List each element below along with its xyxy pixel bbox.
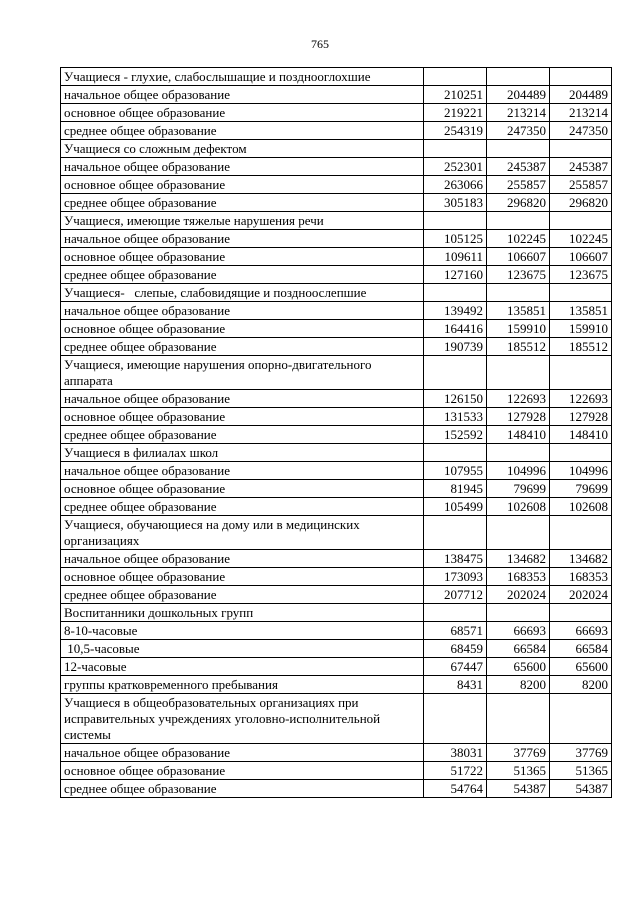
table-row <box>61 426 612 444</box>
value-cell-3: 106607 <box>550 248 612 266</box>
value-cell-3: 213214 <box>550 104 612 122</box>
value-cell-1: 127160 <box>424 266 487 284</box>
value-cell-3: 102245 <box>550 230 612 248</box>
value-cell-2: 122693 <box>487 390 550 408</box>
table-row <box>61 338 612 356</box>
value-cell-2: 245387 <box>487 158 550 176</box>
value-cell-1: 105499 <box>424 498 487 516</box>
value-cell-2 <box>487 444 550 462</box>
value-cell-1 <box>424 284 487 302</box>
table-row <box>61 658 612 676</box>
table-row <box>61 266 612 284</box>
table-row <box>61 586 612 604</box>
value-cell-2: 213214 <box>487 104 550 122</box>
value-cell-1: 173093 <box>424 568 487 586</box>
value-cell-1 <box>424 68 487 86</box>
value-cell-1: 139492 <box>424 302 487 320</box>
group-heading-cell: Учащиеся со сложным дефектом <box>61 140 424 158</box>
value-cell-3: 185512 <box>550 338 612 356</box>
value-cell-1: 219221 <box>424 104 487 122</box>
group-heading-cell: Учащиеся - глухие, слабослышащие и позднооглохшие <box>61 68 424 86</box>
value-cell-2 <box>487 284 550 302</box>
value-cell-2: 66584 <box>487 640 550 658</box>
table-row <box>61 462 612 480</box>
row-label-cell: начальное общее образование <box>61 462 424 480</box>
page-number: 765 <box>311 37 329 51</box>
value-cell-3: 122693 <box>550 390 612 408</box>
group-heading-cell: Учащиеся- слепые, слабовидящие и поздноослепшие <box>61 284 424 302</box>
row-label-cell: начальное общее образование <box>61 744 424 762</box>
table-group-row <box>61 516 612 550</box>
group-heading-cell: Учащиеся, обучающиеся на дому или в медицинских организациях <box>61 516 424 550</box>
value-cell-1 <box>424 694 487 744</box>
value-cell-1: 67447 <box>424 658 487 676</box>
value-cell-3 <box>550 212 612 230</box>
value-cell-1: 8431 <box>424 676 487 694</box>
row-label-cell: начальное общее образование <box>61 230 424 248</box>
table-group-row <box>61 604 612 622</box>
value-cell-2: 255857 <box>487 176 550 194</box>
value-cell-2: 204489 <box>487 86 550 104</box>
table-row <box>61 122 612 140</box>
group-heading-cell: Воспитанники дошкольных групп <box>61 604 424 622</box>
row-label-cell: основное общее образование <box>61 104 424 122</box>
value-cell-2: 134682 <box>487 550 550 568</box>
value-cell-3: 66693 <box>550 622 612 640</box>
table-row <box>61 408 612 426</box>
table-row <box>61 86 612 104</box>
value-cell-3: 37769 <box>550 744 612 762</box>
row-label-cell: среднее общее образование <box>61 338 424 356</box>
row-label-cell: среднее общее образование <box>61 266 424 284</box>
value-cell-2: 185512 <box>487 338 550 356</box>
value-cell-2 <box>487 516 550 550</box>
table-group-row <box>61 140 612 158</box>
value-cell-1: 190739 <box>424 338 487 356</box>
value-cell-2: 148410 <box>487 426 550 444</box>
table-group-row <box>61 284 612 302</box>
value-cell-2: 102245 <box>487 230 550 248</box>
value-cell-3: 245387 <box>550 158 612 176</box>
value-cell-2: 168353 <box>487 568 550 586</box>
row-label-cell: основное общее образование <box>61 176 424 194</box>
value-cell-3: 247350 <box>550 122 612 140</box>
table-group-row <box>61 68 612 86</box>
table-row <box>61 176 612 194</box>
value-cell-2: 102608 <box>487 498 550 516</box>
table-row <box>61 550 612 568</box>
row-label-cell: начальное общее образование <box>61 158 424 176</box>
table-row <box>61 622 612 640</box>
value-cell-2: 51365 <box>487 762 550 780</box>
row-label-cell: среднее общее образование <box>61 122 424 140</box>
group-heading-cell: Учащиеся в общеобразовательных организациях при исправительных учреждениях уголовно-исполнительной системы <box>61 694 424 744</box>
value-cell-2 <box>487 604 550 622</box>
table-body <box>61 68 612 798</box>
value-cell-3: 135851 <box>550 302 612 320</box>
table-row <box>61 158 612 176</box>
value-cell-1: 305183 <box>424 194 487 212</box>
group-heading-cell: Учащиеся в филиалах школ <box>61 444 424 462</box>
table-row <box>61 480 612 498</box>
value-cell-3 <box>550 516 612 550</box>
row-label-cell: среднее общее образование <box>61 586 424 604</box>
value-cell-1: 252301 <box>424 158 487 176</box>
table-group-row <box>61 694 612 744</box>
value-cell-1: 38031 <box>424 744 487 762</box>
row-label-cell: основное общее образование <box>61 568 424 586</box>
value-cell-2: 66693 <box>487 622 550 640</box>
group-heading-cell: Учащиеся, имеющие нарушения опорно-двигательного аппарата <box>61 356 424 390</box>
table-row <box>61 248 612 266</box>
value-cell-3 <box>550 140 612 158</box>
value-cell-3: 104996 <box>550 462 612 480</box>
table-group-row <box>61 444 612 462</box>
table-row <box>61 568 612 586</box>
value-cell-1: 164416 <box>424 320 487 338</box>
group-heading-cell: Учащиеся, имеющие тяжелые нарушения речи <box>61 212 424 230</box>
table-row <box>61 744 612 762</box>
value-cell-3: 296820 <box>550 194 612 212</box>
value-cell-2: 106607 <box>487 248 550 266</box>
row-label-cell: среднее общее образование <box>61 780 424 798</box>
table-row <box>61 320 612 338</box>
value-cell-3 <box>550 444 612 462</box>
value-cell-1: 131533 <box>424 408 487 426</box>
value-cell-1: 105125 <box>424 230 487 248</box>
value-cell-2 <box>487 356 550 390</box>
value-cell-3: 159910 <box>550 320 612 338</box>
value-cell-1: 81945 <box>424 480 487 498</box>
value-cell-2: 127928 <box>487 408 550 426</box>
row-label-cell: 10,5-часовые <box>61 640 424 658</box>
value-cell-1 <box>424 356 487 390</box>
value-cell-3: 168353 <box>550 568 612 586</box>
value-cell-1: 126150 <box>424 390 487 408</box>
value-cell-3 <box>550 68 612 86</box>
value-cell-3: 102608 <box>550 498 612 516</box>
value-cell-2: 65600 <box>487 658 550 676</box>
value-cell-1: 263066 <box>424 176 487 194</box>
row-label-cell: группы кратковременного пребывания <box>61 676 424 694</box>
value-cell-3: 255857 <box>550 176 612 194</box>
table-row <box>61 676 612 694</box>
value-cell-3: 134682 <box>550 550 612 568</box>
value-cell-3: 148410 <box>550 426 612 444</box>
value-cell-1: 210251 <box>424 86 487 104</box>
value-cell-2: 79699 <box>487 480 550 498</box>
value-cell-2: 202024 <box>487 586 550 604</box>
value-cell-3 <box>550 284 612 302</box>
row-label-cell: основное общее образование <box>61 320 424 338</box>
value-cell-3: 54387 <box>550 780 612 798</box>
row-label-cell: начальное общее образование <box>61 390 424 408</box>
value-cell-3 <box>550 356 612 390</box>
value-cell-2: 123675 <box>487 266 550 284</box>
cost-table <box>60 67 612 798</box>
row-label-cell: начальное общее образование <box>61 302 424 320</box>
row-label-cell: основное общее образование <box>61 762 424 780</box>
row-label-cell: 12-часовые <box>61 658 424 676</box>
value-cell-3: 204489 <box>550 86 612 104</box>
value-cell-3 <box>550 604 612 622</box>
value-cell-1: 51722 <box>424 762 487 780</box>
row-label-cell: 8-10-часовые <box>61 622 424 640</box>
value-cell-1: 254319 <box>424 122 487 140</box>
table-row <box>61 230 612 248</box>
value-cell-3: 51365 <box>550 762 612 780</box>
table-group-row <box>61 212 612 230</box>
value-cell-3: 123675 <box>550 266 612 284</box>
value-cell-3: 202024 <box>550 586 612 604</box>
table-row <box>61 390 612 408</box>
value-cell-2: 135851 <box>487 302 550 320</box>
row-label-cell: среднее общее образование <box>61 426 424 444</box>
table-row <box>61 498 612 516</box>
table-row <box>61 640 612 658</box>
value-cell-2: 296820 <box>487 194 550 212</box>
value-cell-2: 8200 <box>487 676 550 694</box>
value-cell-1: 152592 <box>424 426 487 444</box>
value-cell-3 <box>550 694 612 744</box>
value-cell-1: 54764 <box>424 780 487 798</box>
value-cell-3: 66584 <box>550 640 612 658</box>
value-cell-2 <box>487 212 550 230</box>
value-cell-3: 79699 <box>550 480 612 498</box>
table-group-row <box>61 356 612 390</box>
value-cell-2: 37769 <box>487 744 550 762</box>
value-cell-2: 104996 <box>487 462 550 480</box>
value-cell-3: 65600 <box>550 658 612 676</box>
value-cell-1 <box>424 140 487 158</box>
value-cell-1: 138475 <box>424 550 487 568</box>
value-cell-2 <box>487 68 550 86</box>
row-label-cell: начальное общее образование <box>61 550 424 568</box>
row-label-cell: среднее общее образование <box>61 498 424 516</box>
table-row <box>61 194 612 212</box>
value-cell-1: 68571 <box>424 622 487 640</box>
value-cell-1 <box>424 212 487 230</box>
row-label-cell: среднее общее образование <box>61 194 424 212</box>
value-cell-1: 68459 <box>424 640 487 658</box>
value-cell-2: 54387 <box>487 780 550 798</box>
row-label-cell: основное общее образование <box>61 480 424 498</box>
value-cell-2: 159910 <box>487 320 550 338</box>
value-cell-1 <box>424 604 487 622</box>
value-cell-3: 8200 <box>550 676 612 694</box>
value-cell-2 <box>487 140 550 158</box>
row-label-cell: основное общее образование <box>61 408 424 426</box>
table-row <box>61 780 612 798</box>
row-label-cell: начальное общее образование <box>61 86 424 104</box>
value-cell-1: 109611 <box>424 248 487 266</box>
value-cell-1 <box>424 444 487 462</box>
table-row <box>61 302 612 320</box>
table-row <box>61 104 612 122</box>
table-row <box>61 762 612 780</box>
value-cell-3: 127928 <box>550 408 612 426</box>
row-label-cell: основное общее образование <box>61 248 424 266</box>
value-cell-1: 107955 <box>424 462 487 480</box>
value-cell-1: 207712 <box>424 586 487 604</box>
value-cell-1 <box>424 516 487 550</box>
value-cell-2 <box>487 694 550 744</box>
value-cell-2: 247350 <box>487 122 550 140</box>
